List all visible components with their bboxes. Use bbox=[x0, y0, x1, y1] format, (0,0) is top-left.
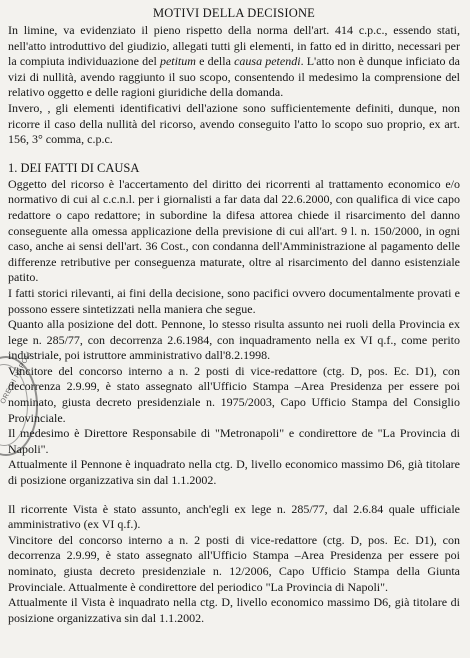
spacer bbox=[8, 148, 460, 161]
facts-paragraph-3: Quanto alla posizione del dott. Pennone, lo stesso risulta assunto nei ruoli della Provincia ex lege n. 285/77, con decorrenza 2.6.1984, con inquadramento nella ex VI q.f., come perito industriale, poi istruttore amministrativo dall'8.2.1998. bbox=[8, 317, 460, 363]
facts-paragraph-6: Attualmente il Pennone è inquadrato nella ctg. D, livello economico massimo D6, già titolare di posizione organizzativa sin dal 1.1.2002. bbox=[8, 457, 460, 488]
intro-paragraph-2: Invero, , gli elementi identificativi dell'azione sono sufficientemente definiti, dunque, non ricorre il caso della nullità del ricorso, avendo conseguito l'atto lo scopo suo proprio, ex art. 156, 3° comma, c.p.c. bbox=[8, 100, 460, 147]
stamp-text: ORE DI NAPOLI bbox=[0, 350, 34, 406]
intro-p1-part-b: e della bbox=[195, 54, 235, 69]
petitum-term: petitum bbox=[159, 54, 196, 69]
vista-paragraph-3: Attualmente il Vista è inquadrato nella ctg. D, livello economico massimo D6, già titolare di posizione organizzativa sin dal 1.1.2002. bbox=[8, 595, 460, 625]
intro-p1-part-a: In limine, va evidenziato il pieno rispetto della norma dell'art. 414 c.p.c., essendo stati, nell'atto introduttivo del giudizio, allegati tutti gli elementi, in fatto ed in diritto, necessari per la compiuta individuazione del bbox=[8, 23, 460, 69]
causa-petendi-term: causa petendi bbox=[234, 54, 301, 69]
facts-paragraph-4: Vincitore del concorso interno a n. 2 posti di vice-redattore (ctg. D, pos. Ec. D1), con decorrenza 2.9.99, è stato assegnato all'Ufficio Stampa –Area Presidenza per essere poi nominato, giusta decreto presidenziale n. 1975/2003, Capo Ufficio Stampa del Consiglio Provinciale. bbox=[8, 363, 460, 425]
section-heading: 1. DEI FATTI DI CAUSA bbox=[8, 160, 140, 175]
intro-paragraph-1 bbox=[8, 23, 460, 101]
facts-paragraph-5: Il medesimo è Direttore Responsabile di "Metronapoli" e condirettore de "La Provincia di Napoli". bbox=[8, 426, 460, 456]
facts-paragraph-1: Oggetto del ricorso è l'accertamento del diritto dei ricorrenti al trattamento economico e/o normativo di cui al c.c.n.l. per i giornalisti a far data dal 22.6.2000, con qualifica di vice capo redattore o capo redattore; in subordine la difesa attorea chiede il risarcimento del danno conseguente alla omessa applicazione della previsione di cui all'art. 9 l. n. 150/2000, in ogni caso, anche ai sensi dell'art. 36 Cost., con condanna dell'Amministrazione al pagamento delle differenze retributive per conseguenza maturate, oltre al risarcimento del danno esistenziale patito. bbox=[8, 176, 460, 285]
vista-paragraph-2: Vincitore del concorso interno a n. 2 posti di vice-redattore (ctg. D, pos. Ec. D1), con decorrenza 2.9.99, è stato assegnato all'Ufficio Stampa –Area Presidenza per essere poi nominato, giusta decreto presidenziale n. 12/2006, Capo Ufficio Stampa della Giunta Provinciale. Attualmente è condirettore del periodico "La Provincia di Napoli". bbox=[8, 532, 460, 594]
facts-paragraph-2: I fatti storici rilevanti, ai fini della decisione, sono pacifici ovvero documentalmente provati e possono essere sintetizzati nella maniera che segue. bbox=[8, 285, 460, 316]
spacer bbox=[8, 489, 460, 502]
vista-paragraph-1: Il ricorrente Vista è stato assunto, anch'egli ex lege n. 285/77, dal 2.6.84 quale ufficiale amministrativo (ex VI q.f.). bbox=[8, 501, 460, 532]
document-title: MOTIVI DELLA DECISIONE bbox=[152, 6, 316, 20]
intro-p1-part-c: . L'atto non è dunque inficiato da vizi di nullità, avendo raggiunto il suo scopo, consentendo il medesimo la comprensione del relativo oggetto e delle ragioni giuridiche della domanda. bbox=[8, 54, 460, 100]
